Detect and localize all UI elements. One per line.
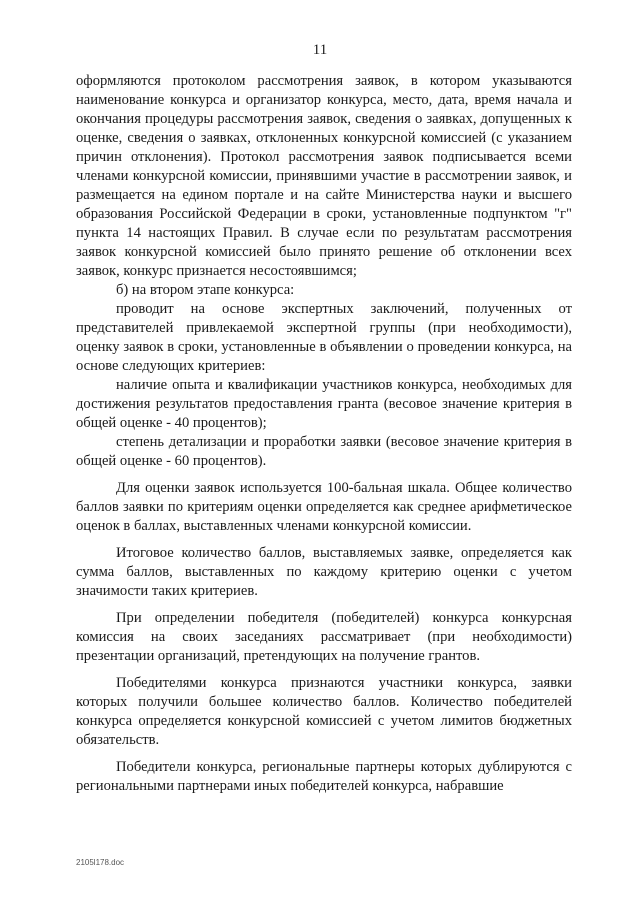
document-body	[76, 72, 572, 796]
paragraph-evaluation: проводит на основе экспертных заключений, полученных от представителей привлекаемой экспертной группы (при необходимости), оценку заявок в сроки, установленные в объявлении о проведении конкурса, на основе следующих критериев:	[76, 301, 572, 374]
document-file-reference: 2105l178.doc	[76, 858, 125, 867]
paragraph-second-stage: б) на втором этапе конкурса:	[116, 282, 295, 298]
paragraph-winners: Победителями конкурса признаются участники конкурса, заявки которых получили большее количество баллов. Количество победителей конкурса определяется конкурсной комиссией с учетом лимитов бюджетных обязательств.	[76, 675, 572, 748]
paragraph-criterion-experience: наличие опыта и квалификации участников конкурса, необходимых для достижения результатов предоставления гранта (весовое значение критерия в общей оценке - 40 процентов);	[76, 377, 572, 431]
paragraph-criterion-detail: степень детализации и проработки заявки (весовое значение критерия в общей оценке - 60 процентов).	[76, 434, 572, 469]
paragraph-total-score: Итоговое количество баллов, выставляемых заявке, определяется как сумма баллов, выставленных по каждому критерию оценки с учетом значимости таких критериев.	[76, 545, 572, 599]
paragraph-presentations: При определении победителя (победителей) конкурса конкурсная комиссия на своих заседаниях рассматривает (при необходимости) презентации организаций, претендующих на получение грантов.	[76, 610, 572, 664]
paragraph-scale: Для оценки заявок используется 100-бальная шкала. Общее количество баллов заявки по критериям оценки определяется как среднее арифметическое оценок в баллах, выставленных членами конкурсной комиссии.	[76, 480, 572, 534]
page-number: 11	[312, 42, 328, 58]
paragraph-regional-partners: Победители конкурса, региональные партнеры которых дублируются с региональными партнерами иных победителей конкурса, набравшие	[76, 759, 572, 794]
paragraph-protocol: оформляются протоколом рассмотрения заявок, в котором указываются наименование конкурса и организатор конкурса, место, дата, время начала и окончания процедуры рассмотрения заявок, сведения о заявках, допущенных к оценке, сведения о заявках, отклоненных конкурсной комиссией (с указанием причин отклонения). Протокол рассмотрения заявок подписывается всеми членами конкурсной комиссии, принявшими участие в рассмотрении заявок, и размещается на едином портале и на сайте Министерства науки и высшего образования Российской Федерации в сроки, установленные подпунктом "г" пункта 14 настоящих Правил. В случае если по результатам рассмотрения заявок конкурсной комиссией было принято решение об отклонении всех заявок, конкурс признается несостоявшимся;	[76, 73, 572, 279]
